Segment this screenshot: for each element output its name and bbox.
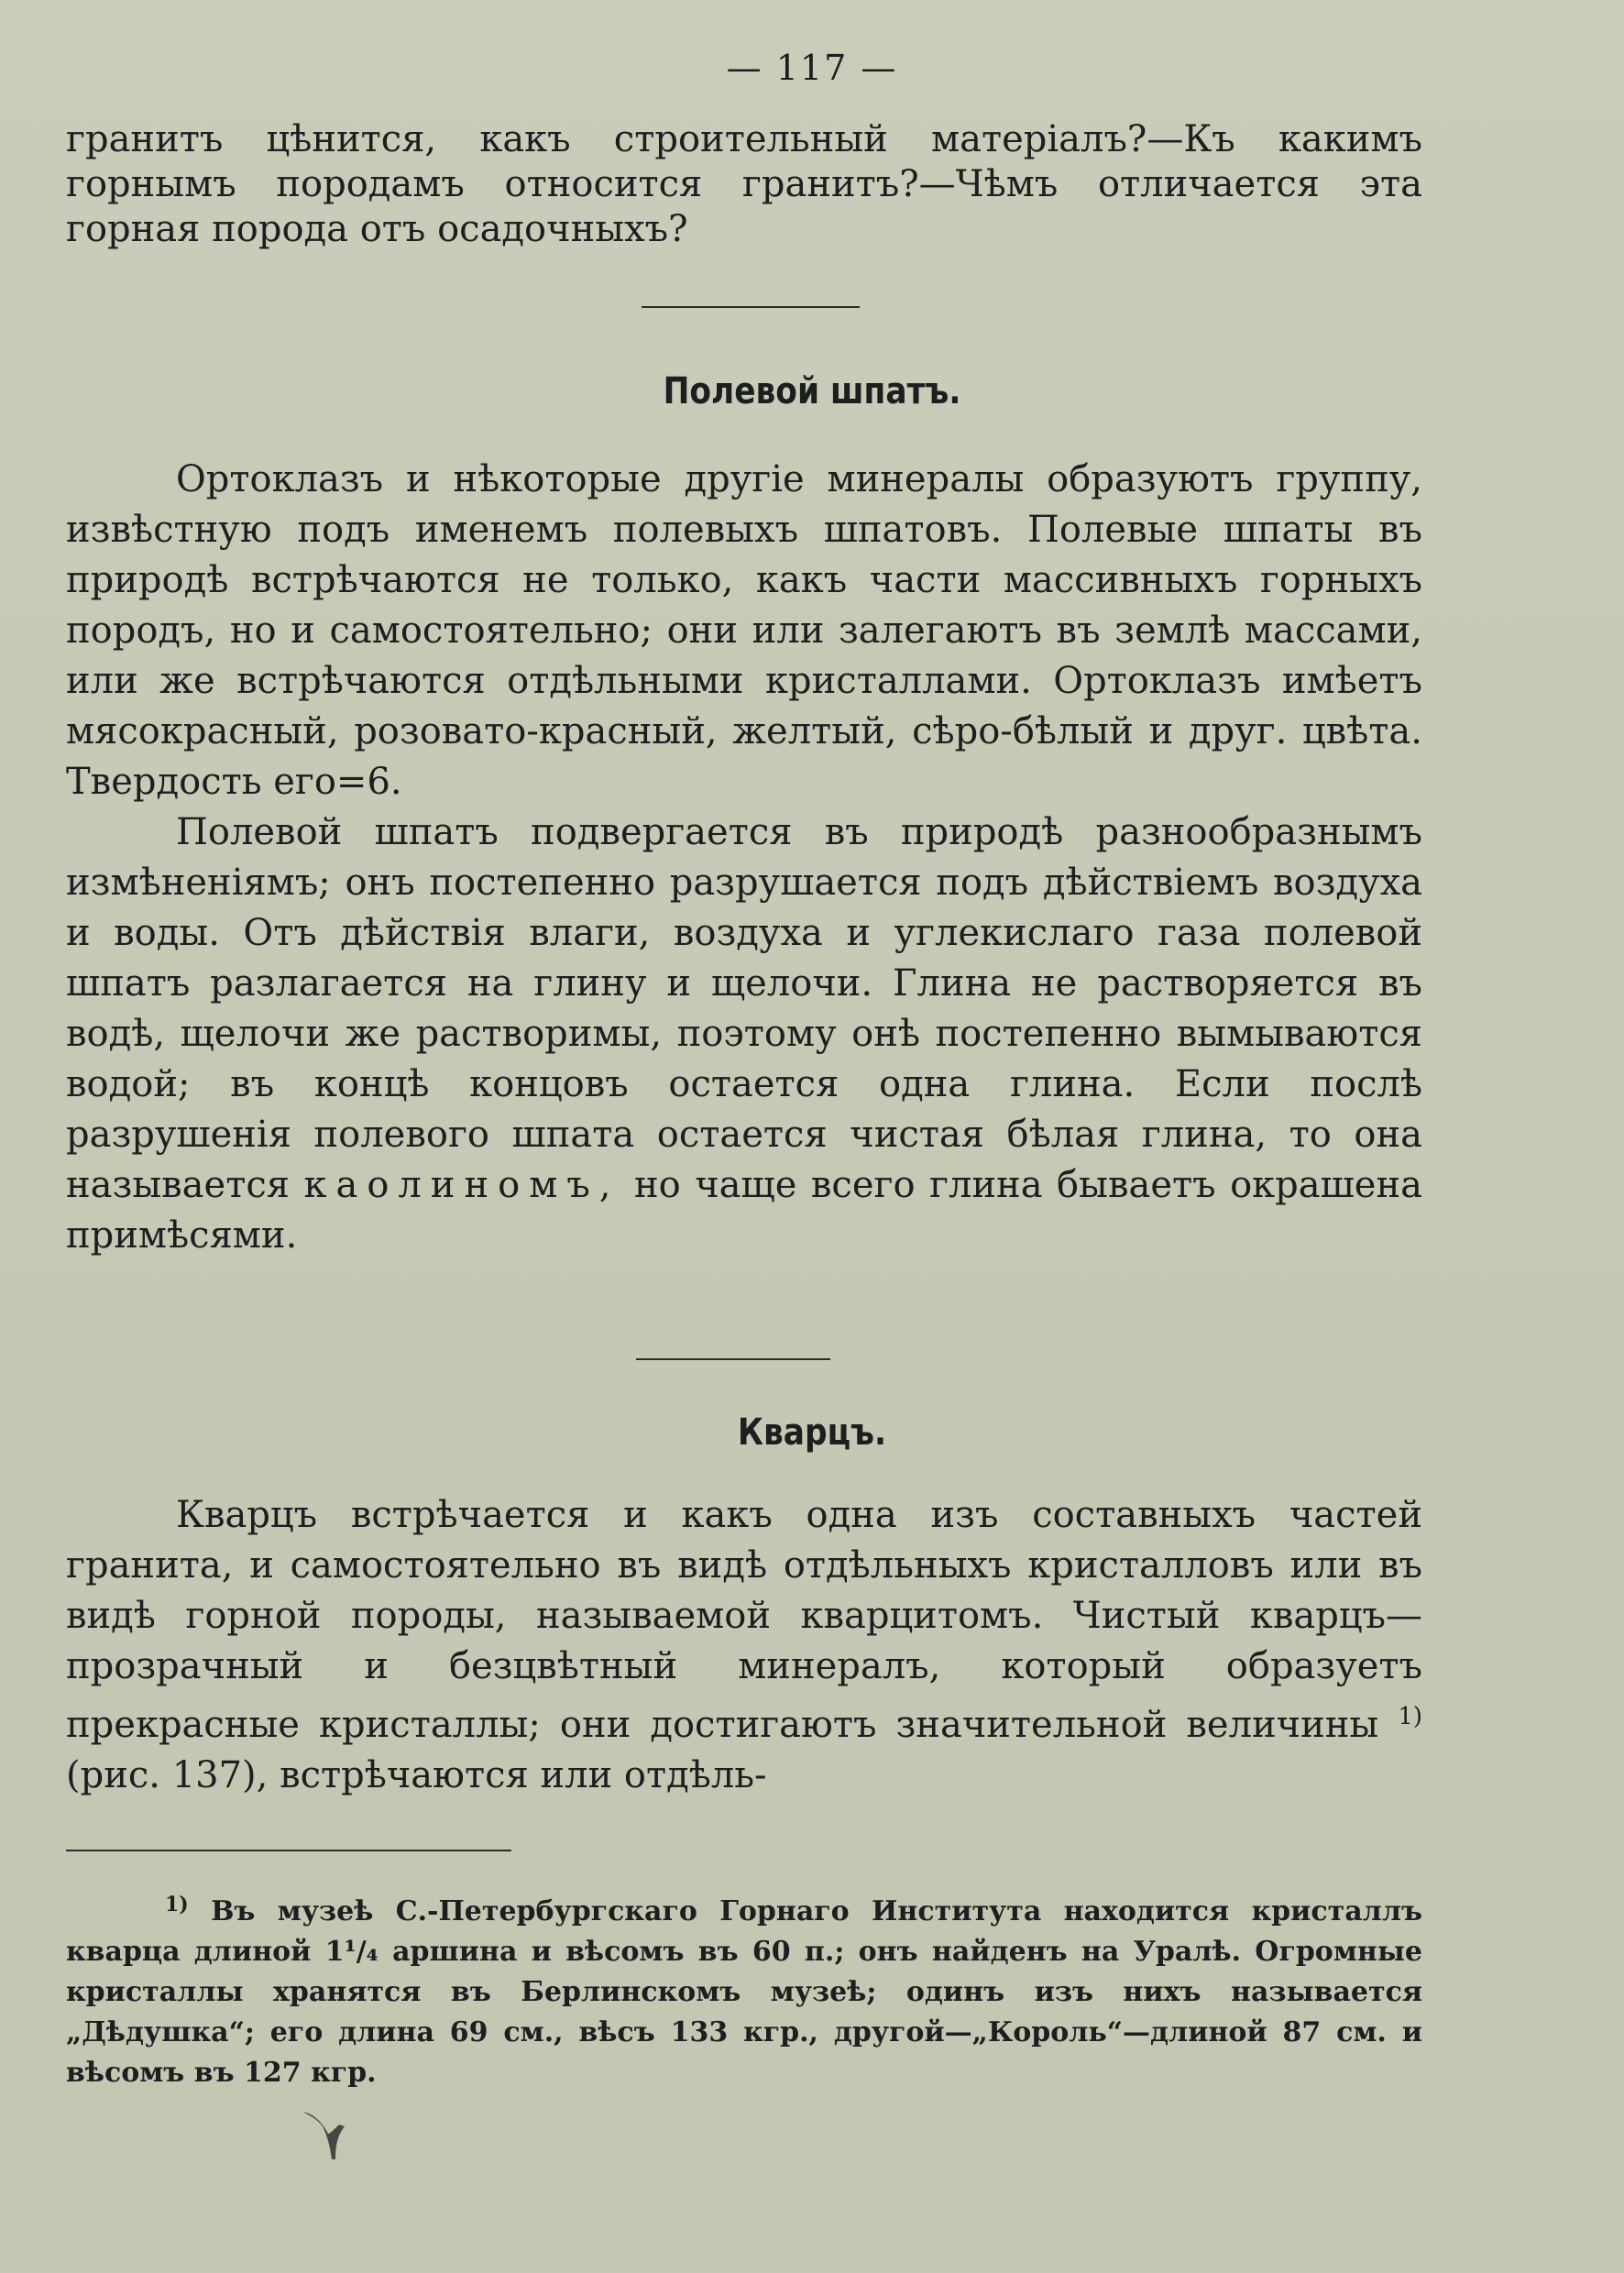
section-heading-feldspar: Полевой шпатъ. — [663, 370, 961, 412]
feldspar-paragraph-1: Ортоклазъ и нѣкоторые другіе минералы образуютъ группу, извѣстную подъ именемъ полевыхъ шпатовъ. Полевые шпаты въ природѣ встрѣчаются не только, какъ части массивныхъ горныхъ породъ, но и самостоятельно; они или залегаютъ въ землѣ массами, или же встрѣчаются отдѣльными кристаллами. Ортоклазъ имѣетъ мясокрасный, розовато-красный, желтый, сѣро-бѣлый и друг. цвѣта. Твердость его=6. — [66, 458, 1422, 803]
feldspar-section-body — [66, 455, 1422, 1261]
footnote — [66, 1884, 1422, 2093]
footnote-rule — [66, 1850, 511, 1851]
page-number: — 117 — — [726, 48, 898, 88]
kaolin-term: каолиномъ, — [303, 1164, 620, 1206]
footnote-text: Въ музеѣ С.-Петербургскаго Горнаго Института находится кристаллъ кварца длиной 1¹/₄ аршина и вѣсомъ въ 60 п.; онъ найденъ на Уралѣ. Огромные кристаллы хранятся въ Берлинскомъ музеѣ; одинъ изъ нихъ называется „Дѣдушка“; его длина 69 см., вѣсъ 133 кгр., другой—„Король“—длиной 87 см. и вѣсомъ въ 127 кгр. — [66, 1895, 1422, 2089]
feldspar-paragraph-2-text: Полевой шпатъ подвергается въ природѣ разнообразнымъ измѣненіямъ; онъ постепенно разрушается подъ дѣйствіемъ воздуха и воды. Отъ дѣйствія влаги, воздуха и углекислаго газа полевой шпатъ разлагается на глину и щелочи. Глина не растворяется въ водѣ, щелочи же растворимы, поэтому онѣ постепенно вымываются водой; въ концѣ концовъ остается одна глина. Если послѣ разрушенія полевого шпата остается чистая бѣлая глина, то она называется — [66, 811, 1422, 1206]
quartz-paragraph-text: Кварцъ встрѣчается и какъ одна изъ составныхъ частей гранита, и самостоятельно въ видѣ отдѣльныхъ кристалловъ или въ видѣ горной породы, называемой кварцитомъ. Чистый кварцъ—прозрачный и безцвѣтный минералъ, который образуетъ прекрасные кристаллы; они достигаютъ значительной величины — [66, 1494, 1422, 1746]
section-divider — [642, 306, 860, 308]
quartz-paragraph-end: (рис. 137), встрѣчаются или отдѣль- — [66, 1754, 767, 1796]
footnote-reference: 1) — [1398, 1703, 1422, 1730]
quartz-paragraph — [66, 1490, 1422, 1801]
feldspar-paragraph-2 — [66, 807, 1422, 1261]
intro-block — [66, 117, 1422, 252]
footnote-block — [66, 1884, 1422, 2093]
section-divider — [636, 1358, 830, 1360]
section-heading-quartz: Кварцъ. — [737, 1411, 887, 1454]
ink-smudge-mark — [297, 2106, 352, 2170]
intro-paragraph: гранитъ цѣнится, какъ строительный матеріалъ?—Къ какимъ горнымъ породамъ относится гранитъ?—Чѣмъ отличается эта горная порода отъ осадочныхъ? — [66, 118, 1422, 250]
quartz-section-body — [66, 1490, 1422, 1801]
footnote-marker: 1) — [165, 1893, 189, 1916]
feldspar-paragraph-2-end: но чаще всего глина бываетъ окрашена примѣсями. — [66, 1164, 1422, 1257]
